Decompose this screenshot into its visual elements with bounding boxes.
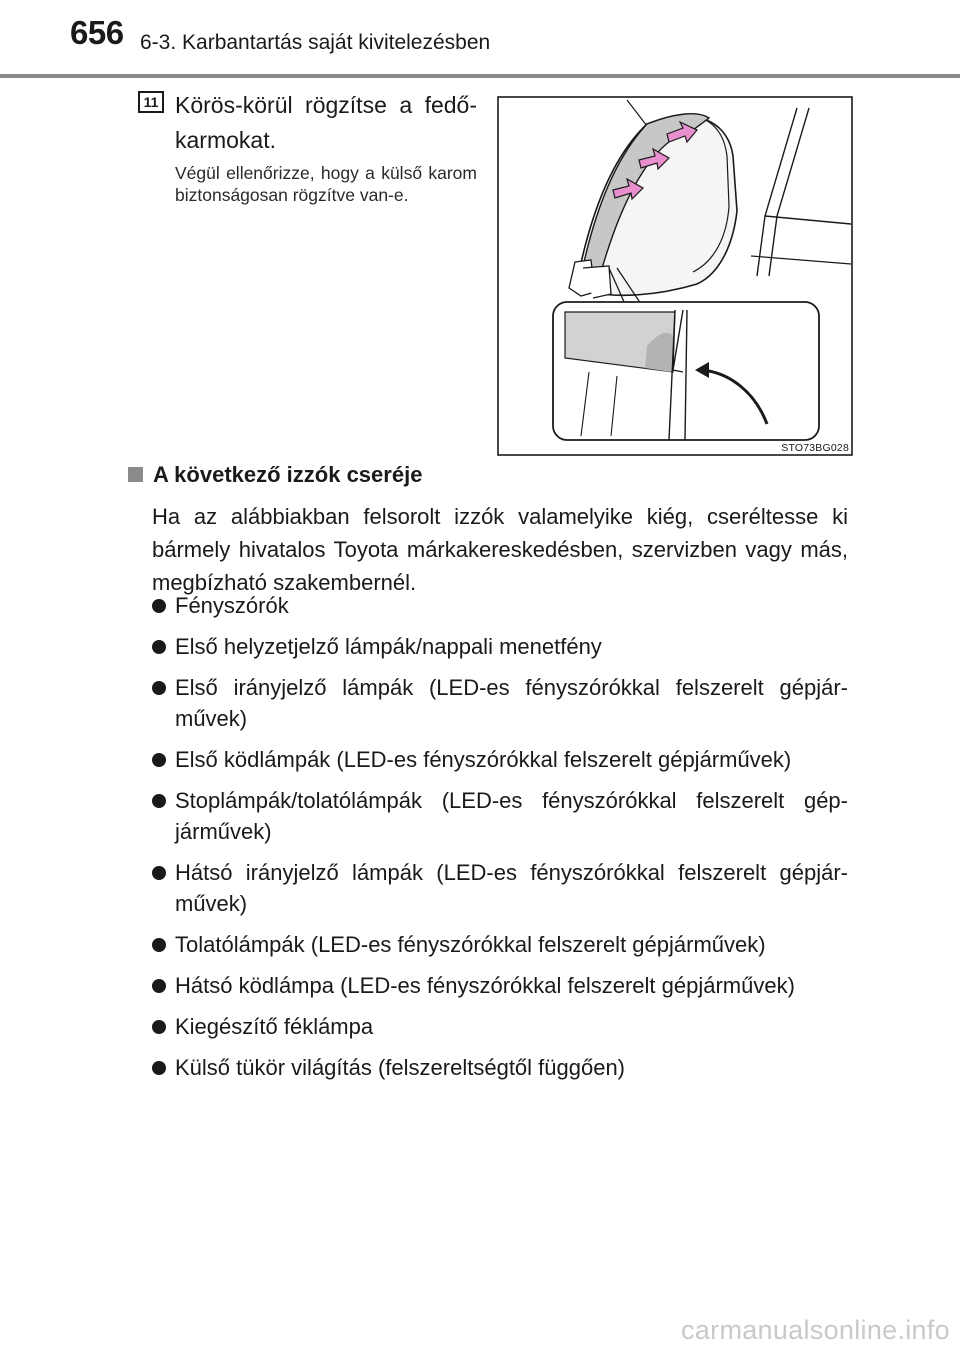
list-item-text: Első helyzetjelző lámpák/nappali menetfény (175, 634, 602, 659)
list-item (152, 672, 848, 734)
list-item-text: Hátsó irányjelző lámpák (LED-es fényszórókkal felszerelt gépjár-művek) (175, 860, 848, 916)
step-note: Végül ellenőrizze, hogy a külső karom biztonságosan rögzítve van-e. (175, 163, 477, 205)
mirror-cover-figure (497, 96, 853, 456)
heading-square-icon (128, 467, 143, 482)
bullet-dot-icon (152, 1061, 166, 1075)
step-number-badge: 11 (138, 91, 164, 113)
list-item-text: Stoplámpák/tolatólámpák (LED-es fényszórókkal felszerelt gép-járművek) (175, 788, 848, 844)
list-item (152, 744, 848, 775)
page-number: 656 (70, 14, 124, 51)
bullet-dot-icon (152, 866, 166, 880)
list-item-text: Hátsó ködlámpa (LED-es fényszórókkal felszerelt gépjárművek) (175, 973, 795, 998)
watermark: carmanualsonline.info (681, 1315, 950, 1345)
header-rule (0, 74, 960, 78)
bullet-dot-icon (152, 979, 166, 993)
bulb-list (152, 590, 848, 1093)
bullet-dot-icon (152, 938, 166, 952)
list-item (152, 590, 848, 621)
figure-code: STO73BG028 (781, 442, 849, 454)
mirror-illustration (497, 96, 853, 456)
list-item-text: Fényszórók (175, 593, 289, 618)
list-item (152, 857, 848, 919)
list-item-text: Első ködlámpák (LED-es fényszórókkal felszerelt gépjárművek) (175, 747, 792, 772)
list-item (152, 1052, 848, 1083)
section-heading-text: A következő izzók cseréje (153, 462, 423, 487)
section-intro: Ha az alábbiakban felsorolt izzók valamelyike kiég, cseréltesse ki bármely hivatalos Toyota márkakereskedésben, szervizben vagy más, megbízható szakembernél. (152, 504, 848, 595)
list-item (152, 929, 848, 960)
list-item (152, 970, 848, 1001)
list-item-text: Első irányjelző lámpák (LED-es fényszórókkal felszerelt gépjár-művek) (175, 675, 848, 731)
list-item (152, 1011, 848, 1042)
bullet-dot-icon (152, 640, 166, 654)
section-title: 6-3. Karbantartás saját kivitelezésben (140, 31, 491, 54)
list-item-text: Tolatólámpák (LED-es fényszórókkal felszerelt gépjárművek) (175, 932, 766, 957)
bullet-dot-icon (152, 681, 166, 695)
list-item-text: Külső tükör világítás (felszereltségtől függően) (175, 1055, 626, 1080)
list-item-text: Kiegészítő féklámpa (175, 1014, 374, 1039)
list-item (152, 631, 848, 662)
list-item (152, 785, 848, 847)
bullet-dot-icon (152, 753, 166, 767)
step-instruction: Körös-körül rögzítse a fedő-karmokat. (175, 92, 477, 153)
bullet-dot-icon (152, 794, 166, 808)
bullet-dot-icon (152, 599, 166, 613)
bullet-dot-icon (152, 1020, 166, 1034)
section-heading (128, 462, 422, 488)
